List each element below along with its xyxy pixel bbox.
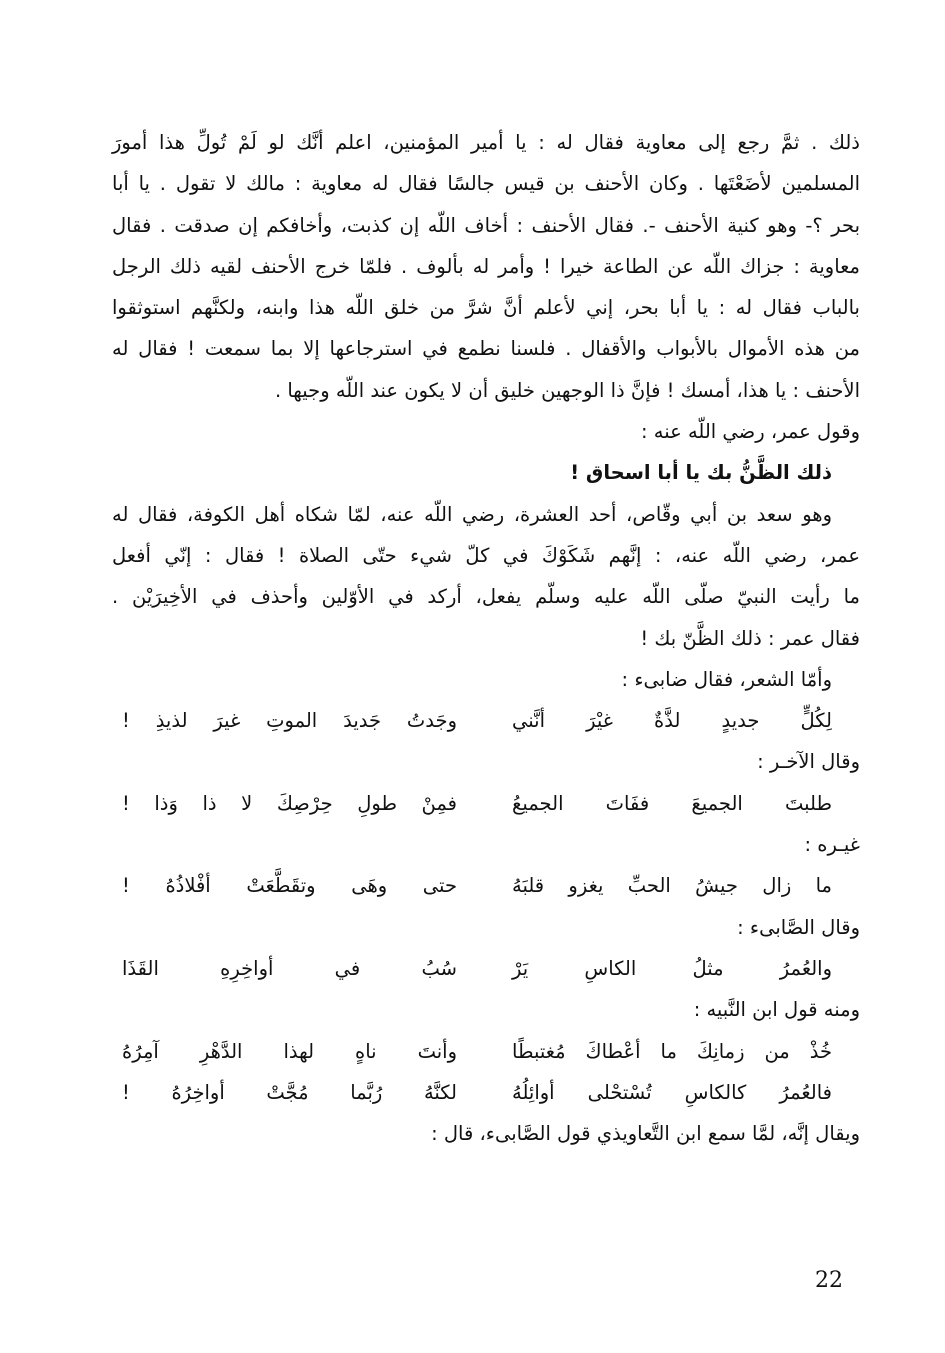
text-line: عمر، رضي اللّه عنه، : إنَّهم شَكَوْكَ في كلّ شيء حتّى الصلاة ! فقال : إنّي أفعل <box>112 543 860 567</box>
verse <box>112 1031 860 1072</box>
verse-intro: وقال الآخـر : <box>757 750 860 774</box>
text-line: ذلك . ثمَّ رجع إلى معاوية فقال له : يا أمير المؤمنين، اعلم أنَّك لو لَمْ تُولِّ هذا أمورَ <box>112 131 860 154</box>
verse <box>112 865 860 906</box>
text-line: معاوية : جزاك اللّه عن الطاعة خيرا ! وأمر له بألوف . فلمّا خرج الأحنف لقيه ذلك الرجل <box>112 254 860 278</box>
verse-second-hemistich: وأنتَ ناهٍ لهذا الدَّهْرِ آمِرُهُ <box>122 1039 457 1063</box>
verse-intro: ومنه قول ابن النَّبيه : <box>693 998 860 1022</box>
page-body <box>112 122 860 1154</box>
verse <box>112 700 860 741</box>
verse-second-hemistich: لكنَّهُ رُبَّما مُجَّتْ أواخِرُهُ ! <box>122 1080 457 1104</box>
quote-heading: ذلك الظَّنُّ بك يا أبا اسحاق ! <box>570 461 832 485</box>
text-line: ما رأيت النبيّ صلّى اللّه عليه وسلّم يفعل، أركد في الأوّلين وأحذف في الأخِيرَيْن . <box>112 585 860 609</box>
text-line: فقال عمر : ذلك الظَّنّ بك ! <box>640 626 860 650</box>
verse <box>112 948 860 989</box>
verse <box>112 783 860 824</box>
verse-first-hemistich: ما زال جيشُ الحبِّ يغزو قلبَهُ <box>512 874 832 898</box>
text-line: بحر ؟- وهو كنية الأحنف -. فقال الأحنف : أخاف اللّه إن كذبت، وأخافكم إن صدقت . فقال <box>112 213 860 237</box>
verse-second-hemistich: فمِنْ طولِ حِرْصِكَ لا ذا وَذا ! <box>122 791 457 815</box>
page-number: 22 <box>815 1268 843 1293</box>
text-line: المسلمين لأضَعْتَها . وكان الأحنف بن قيس جالسًا فقال له معاوية : مالك لا تقول . يا أبا <box>112 172 860 196</box>
verse-second-hemistich: وجَدتُ جَديدَ الموتِ غيرَ لذيذِ ! <box>122 709 457 733</box>
verse-second-hemistich: حتى وهَى وتقَطَّعَتْ أفْلاذُهُ ! <box>122 874 457 898</box>
verse-first-hemistich: لِكُلٍّ جديدٍ لذَّةٌ غيْرَ أنَّني <box>512 709 832 733</box>
verse-first-hemistich: فالعُمرُ كالكاسِ تُسْتحْلى أوائِلُهُ <box>512 1080 832 1104</box>
verse <box>112 1072 860 1113</box>
text-line: وقول عمر، رضي اللّه عنه : <box>641 420 860 444</box>
text-line: من هذه الأموال بالأبواب والأقفال . فلسنا نطمع في استرجاعها إلا بما سمعت ! فقال له <box>112 337 860 361</box>
text-line: بالباب فقال له : يا أبا بحر، إني لأعلم أنَّ شرَّ من خلق اللّه هذا وابنه، ولكنَّهم استوثقوا <box>112 296 860 320</box>
text-line: الأحنف : يا هذا، أمسك ! فإنَّ ذا الوجهين خليق أن لا يكون عند اللّه وجيها . <box>274 378 860 402</box>
verse-first-hemistich: طلبتَ الجميعَ ففَاتَ الجميعُ <box>512 791 832 815</box>
text-line: ويقال إنَّه، لمَّا سمع ابن التَّعاويذي قول الصَّابىء، قال : <box>431 1122 860 1146</box>
verse-intro: وقال الصَّابىء : <box>737 915 860 939</box>
verse-intro: غيـره : <box>804 833 860 857</box>
verse-first-hemistich: خُذْ من زمانِكَ ما أعْطاكَ مُغتبطًا <box>512 1039 832 1063</box>
verse-first-hemistich: والعُمرُ مثلُ الكاسِ يَرْ <box>512 956 832 980</box>
verse-second-hemistich: سُبُ في أواخِرِهِ القَذَا <box>122 956 457 980</box>
text-line: وهو سعد بن أبي وقّاص، أحد العشرة، رضي اللّه عنه، لمّا شكاه أهل الكوفة، فقال له <box>112 502 832 526</box>
text-line: وأمّا الشعر، فقال ضابىء : <box>621 667 832 691</box>
